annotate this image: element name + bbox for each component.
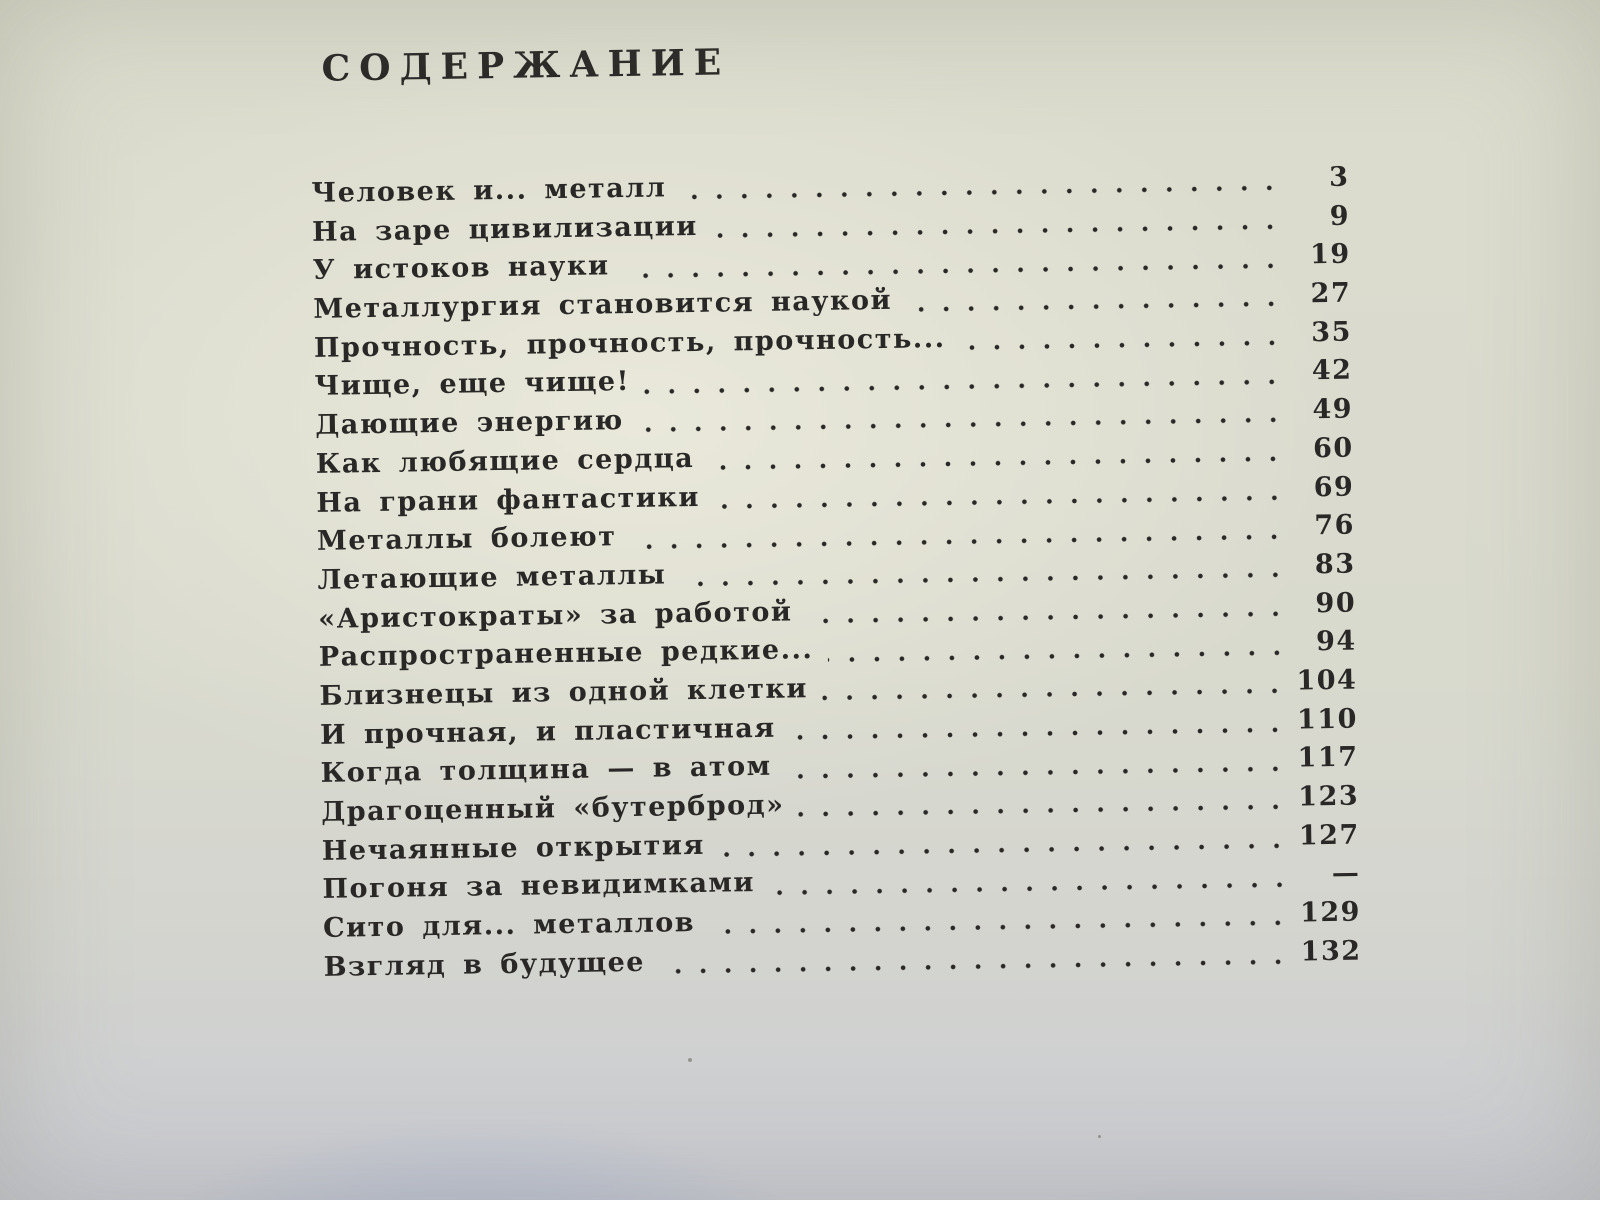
toc-entry-title: Летающие металлы	[317, 559, 667, 596]
toc-entry-title: Дающие энергию	[314, 405, 624, 442]
paper-speck	[688, 1058, 692, 1062]
toc-entry-title: Человек и... металл	[311, 172, 667, 209]
dot-leader	[719, 843, 1289, 858]
dot-leader	[822, 688, 1287, 701]
toc-entry-page-number: 83	[1314, 548, 1356, 581]
toc-entry-title: Нечаянные открытия	[321, 829, 706, 867]
paper-speck	[1098, 1135, 1101, 1138]
toc-entry-title: Близнецы из одной клетки	[319, 673, 809, 712]
toc-entry-page-number: 3	[1328, 161, 1350, 193]
toc-entry-page-number: 69	[1313, 471, 1355, 503]
dot-leader	[709, 920, 1290, 935]
dot-leader	[806, 611, 1288, 625]
dot-leader	[680, 572, 1287, 588]
toc-entry-title: «Аристократы» за работой	[317, 595, 793, 635]
toc-entry-page-number: —	[1331, 857, 1361, 890]
toc-entry-title: Когда толщина — в атом	[320, 751, 772, 790]
dot-leader	[624, 262, 1283, 278]
dot-leader	[680, 185, 1281, 200]
toc-entry-page-number: 49	[1312, 393, 1354, 426]
toc-entry-title: На грани фантастики	[316, 481, 701, 519]
toc-entry-title: Взгляд в будущее	[323, 946, 646, 983]
toc-entry-page-number: 117	[1297, 741, 1359, 774]
toc-entry-page-number: 129	[1299, 896, 1362, 929]
toc-entry-page-number: 76	[1314, 509, 1356, 542]
toc-entry-title: И прочная, и пластичная	[319, 712, 776, 751]
dot-leader	[712, 224, 1282, 239]
toc-entry-page-number: 42	[1311, 355, 1353, 387]
dot-leader	[644, 378, 1285, 394]
toc-entry-page-number: 90	[1315, 587, 1357, 619]
toc-entry-page-number: 104	[1296, 664, 1358, 697]
dot-leader	[708, 456, 1286, 471]
dot-leader	[786, 765, 1288, 779]
toc-entry-title: Сито для... металлов	[322, 907, 696, 944]
dot-leader	[790, 727, 1287, 741]
dot-leader	[827, 649, 1289, 662]
dot-leader	[638, 417, 1285, 433]
page-title: СОДЕРЖАНИЕ	[321, 41, 731, 90]
toc-entry-page-number: 127	[1298, 819, 1360, 852]
dot-leader	[714, 495, 1286, 510]
toc-entry-title: Погоня за невидимками	[322, 867, 756, 906]
toc-entry-title: На заре цивилизации	[311, 210, 698, 248]
dot-leader	[769, 881, 1293, 895]
toc-entry-title: Металлургия становится наукой	[313, 284, 893, 325]
toc-entry-page-number: 9	[1329, 200, 1351, 232]
dot-leader	[906, 301, 1283, 313]
toc-entry-page-number: 110	[1296, 703, 1359, 736]
dot-leader	[659, 959, 1291, 975]
toc-entry-title: У истоков науки	[312, 250, 610, 287]
toc-entry-title: Металлы болеют	[316, 521, 617, 558]
toc-entry-title: Распространенные редкие...	[318, 634, 814, 674]
toc-entry-page-number: 60	[1312, 432, 1354, 465]
toc-entry-page-number: 123	[1298, 780, 1360, 813]
toc-entry-title: Как любящие сердца	[315, 442, 695, 480]
toc-entries-list	[311, 162, 1362, 991]
dot-leader	[960, 340, 1284, 351]
toc-entry-page-number: 94	[1315, 625, 1357, 658]
toc-entry-page-number: 27	[1310, 277, 1352, 310]
toc-entry-title: Драгоценный «бутерброд»	[321, 789, 785, 828]
toc-entry-page-number: 35	[1311, 316, 1353, 348]
toc-entry-title: Прочность, прочность, прочность...	[313, 322, 946, 364]
toc-entry-page-number: 19	[1309, 238, 1351, 271]
toc-entry-title: Чище, еще чище!	[314, 366, 631, 403]
dot-leader	[631, 533, 1288, 549]
toc-entry-page-number: 132	[1300, 935, 1362, 968]
dot-leader	[799, 804, 1289, 818]
